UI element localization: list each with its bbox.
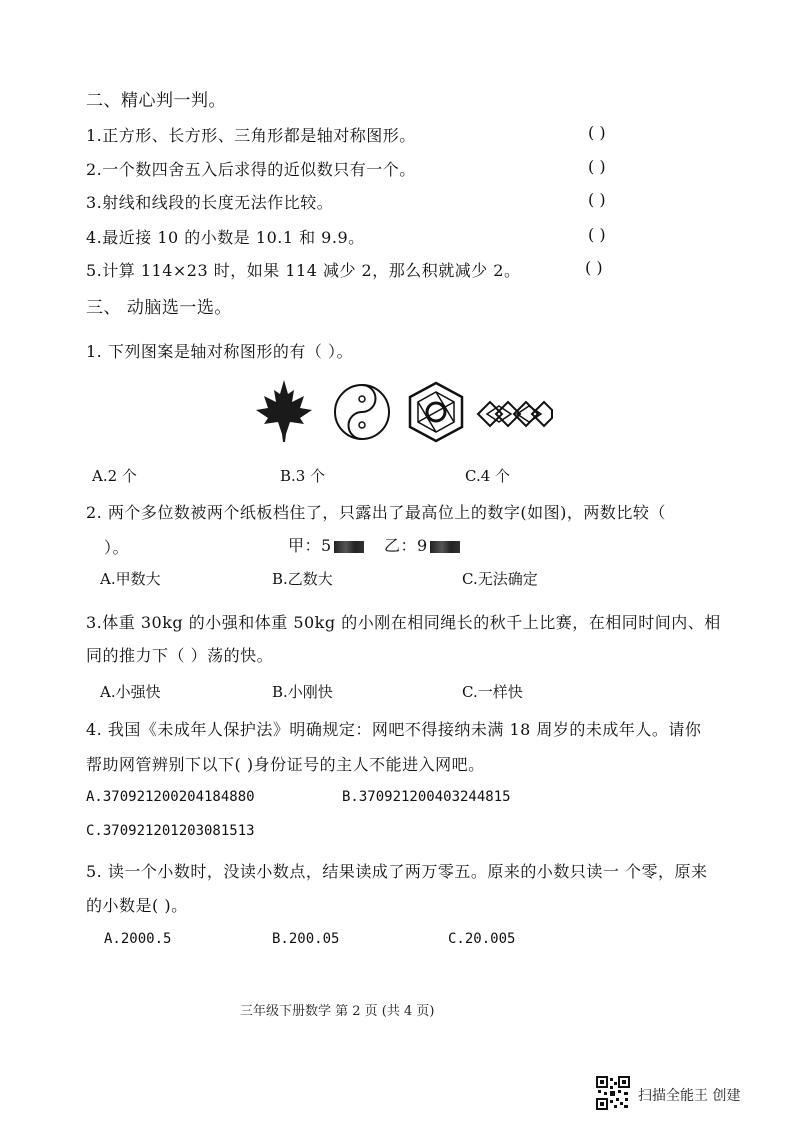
answer-paren-5[interactable]: ( ) [585,258,603,277]
q4-text-line1: 4. 我国《未成年人保护法》明确规定：网吧不得接纳未满 18 周岁的未成年人。请你 [86,720,702,739]
section3-heading: 三、 动脑选一选。 [86,298,232,318]
section2-heading: 二、精心判一判。 [86,91,226,111]
q2-option-c[interactable]: C.无法确定 [462,570,538,588]
yi-cover-board [430,541,460,553]
q1-option-a[interactable]: A.2 个 [92,467,137,485]
q2-text-line1: 2. 两个多位数被两个纸板档住了，只露出了最高位上的数字(如图)，两数比较（ [86,503,666,522]
answer-paren-1[interactable]: ( ) [588,123,606,142]
judge-item-2: 2.一个数四舍五入后求得的近似数只有一个。 [86,160,416,179]
q2-text-line2: ）。 [104,538,130,557]
q3-text-line1: 3.体重 30kg 的小强和体重 50kg 的小刚在相同绳长的秋千上比赛，在相同时间内、相 [86,613,721,632]
judge-item-1: 1.正方形、长方形、三角形都是轴对称图形。 [86,126,416,145]
page-footer: 三年级下册数学 第 2 页 (共 4 页) [240,1004,435,1019]
jia-cover-board [334,541,364,553]
q5-option-b[interactable]: B.200.05 [272,931,340,947]
qr-code-icon [596,1076,630,1110]
q5-text-line1: 5. 读一个小数时，没读小数点，结果读成了两万零五。原来的小数只读一 个零，原来 [86,862,708,881]
q1-option-b[interactable]: B.3 个 [280,467,326,485]
judge-item-5: 5.计算 114×23 时，如果 114 减少 2，那么积就减少 2。 [86,261,521,280]
judge-item-3: 3.射线和线段的长度无法作比较。 [86,193,334,212]
q3-option-a[interactable]: A.小强快 [100,683,161,701]
yi-label: 乙：9 [384,536,428,555]
q2-option-b[interactable]: B.乙数大 [272,570,333,588]
q2-option-a[interactable]: A.甲数大 [100,570,161,588]
scanner-watermark: 扫描全能王 创建 [638,1088,741,1104]
judge-item-4: 4.最近接 10 的小数是 10.1 和 9.9。 [86,228,365,247]
q1-text: 1. 下列图案是轴对称图形的有（ ）。 [86,342,353,361]
q1-option-c[interactable]: C.4 个 [465,467,511,485]
q5-option-c[interactable]: C.20.005 [448,931,516,947]
q4-option-a[interactable]: A.370921200204184880 [86,789,255,805]
q4-option-b[interactable]: B.370921200403244815 [342,789,511,805]
q4-option-c[interactable]: C.370921201203081513 [86,823,255,839]
q3-option-c[interactable]: C.一样快 [462,683,523,701]
q2-jia-number [288,533,364,556]
q4-text-line2: 帮助网管辨别下以下( )身份证号的主人不能进入网吧。 [86,755,485,774]
q3-text-line2: 同的推力下（ ）荡的快。 [86,646,274,665]
q5-option-a[interactable]: A.2000.5 [104,931,172,947]
jia-label: 甲：5 [288,536,332,555]
yin-yang-figure [332,382,392,442]
q2-yi-number [384,533,460,556]
answer-paren-4[interactable]: ( ) [588,225,606,244]
answer-paren-2[interactable]: ( ) [588,157,606,176]
q3-option-b[interactable]: B.小刚快 [272,683,333,701]
maple-leaf-figure [254,378,314,444]
knot-pattern-figure [474,396,554,432]
answer-paren-3[interactable]: ( ) [588,190,606,209]
hexagon-pattern-figure [404,380,468,444]
q5-text-line2: 的小数是( )。 [86,896,188,915]
